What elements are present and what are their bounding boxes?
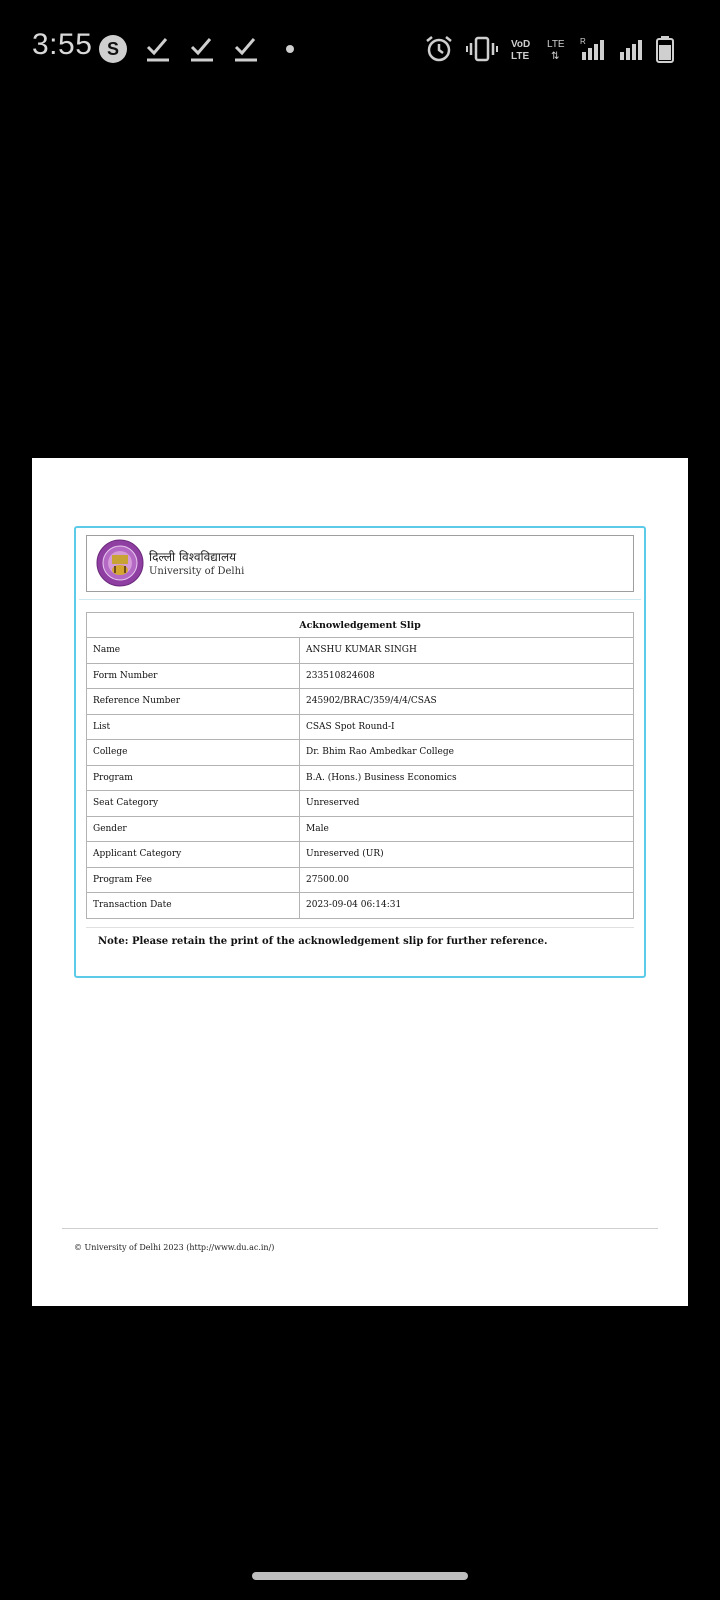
table-row <box>87 689 634 715</box>
row-label: Program <box>87 765 300 791</box>
svg-text:R: R <box>580 37 586 46</box>
table-row <box>87 893 634 919</box>
document-page <box>32 458 688 1306</box>
row-label: List <box>87 714 300 740</box>
divider <box>86 927 634 928</box>
lte-icon <box>546 36 568 62</box>
svg-text:⇅: ⇅ <box>551 51 560 62</box>
row-label: Applicant Category <box>87 842 300 868</box>
row-label: Name <box>87 638 300 664</box>
home-gesture-bar[interactable] <box>252 1572 468 1580</box>
university-logo-icon <box>96 539 144 587</box>
svg-text:S: S <box>106 39 120 59</box>
system-icons <box>424 34 674 64</box>
slip-title: Acknowledgement Slip <box>87 613 634 638</box>
row-label: College <box>87 740 300 766</box>
row-label: Reference Number <box>87 689 300 715</box>
signal-icon <box>580 36 606 62</box>
status-bar <box>0 0 720 96</box>
row-value: 27500.00 <box>300 867 634 893</box>
row-value: 2023-09-04 06:14:31 <box>300 893 634 919</box>
divider <box>79 599 641 600</box>
acknowledgement-slip <box>74 526 646 978</box>
status-time: 3:55 <box>32 28 93 61</box>
row-value: CSAS Spot Round-I <box>300 714 634 740</box>
university-header <box>86 535 634 592</box>
alarm-icon <box>424 34 454 64</box>
notification-icons <box>98 34 300 64</box>
divider <box>62 1228 658 1229</box>
skype-icon <box>98 34 128 64</box>
table-row <box>87 714 634 740</box>
row-label: Transaction Date <box>87 893 300 919</box>
row-value: B.A. (Hons.) Business Economics <box>300 765 634 791</box>
dot-icon <box>276 35 300 63</box>
svg-text:LTE: LTE <box>547 39 565 50</box>
table-row <box>87 816 634 842</box>
svg-text:VoD: VoD <box>511 39 531 50</box>
table-row <box>87 842 634 868</box>
check-icon <box>144 35 172 63</box>
row-value: ANSHU KUMAR SINGH <box>300 638 634 664</box>
row-label: Program Fee <box>87 867 300 893</box>
check-icon <box>232 35 260 63</box>
table-row <box>87 740 634 766</box>
university-name-hindi: दिल्ली विश्वविद्यालय <box>149 550 237 564</box>
row-label: Form Number <box>87 663 300 689</box>
acknowledgement-table <box>86 612 634 919</box>
university-name-english: University of Delhi <box>149 566 245 577</box>
row-value: Unreserved (UR) <box>300 842 634 868</box>
table-row <box>87 867 634 893</box>
table-row <box>87 765 634 791</box>
row-value: Unreserved <box>300 791 634 817</box>
battery-icon <box>656 35 674 63</box>
volte-icon <box>510 36 534 62</box>
row-value: Dr. Bhim Rao Ambedkar College <box>300 740 634 766</box>
row-value: Male <box>300 816 634 842</box>
row-label: Gender <box>87 816 300 842</box>
row-value: 233510824608 <box>300 663 634 689</box>
retention-note: Note: Please retain the print of the acknowledgement slip for further reference. <box>98 936 548 947</box>
table-row <box>87 791 634 817</box>
row-label: Seat Category <box>87 791 300 817</box>
vibrate-icon <box>466 35 498 63</box>
check-icon <box>188 35 216 63</box>
table-header-row <box>87 613 634 638</box>
row-value: 245902/BRAC/359/4/4/CSAS <box>300 689 634 715</box>
svg-text:LTE: LTE <box>511 51 530 62</box>
table-row <box>87 638 634 664</box>
footer-copyright: © University of Delhi 2023 (http://www.du.ac.in/) <box>74 1243 275 1252</box>
signal-icon <box>618 36 644 62</box>
table-row <box>87 663 634 689</box>
